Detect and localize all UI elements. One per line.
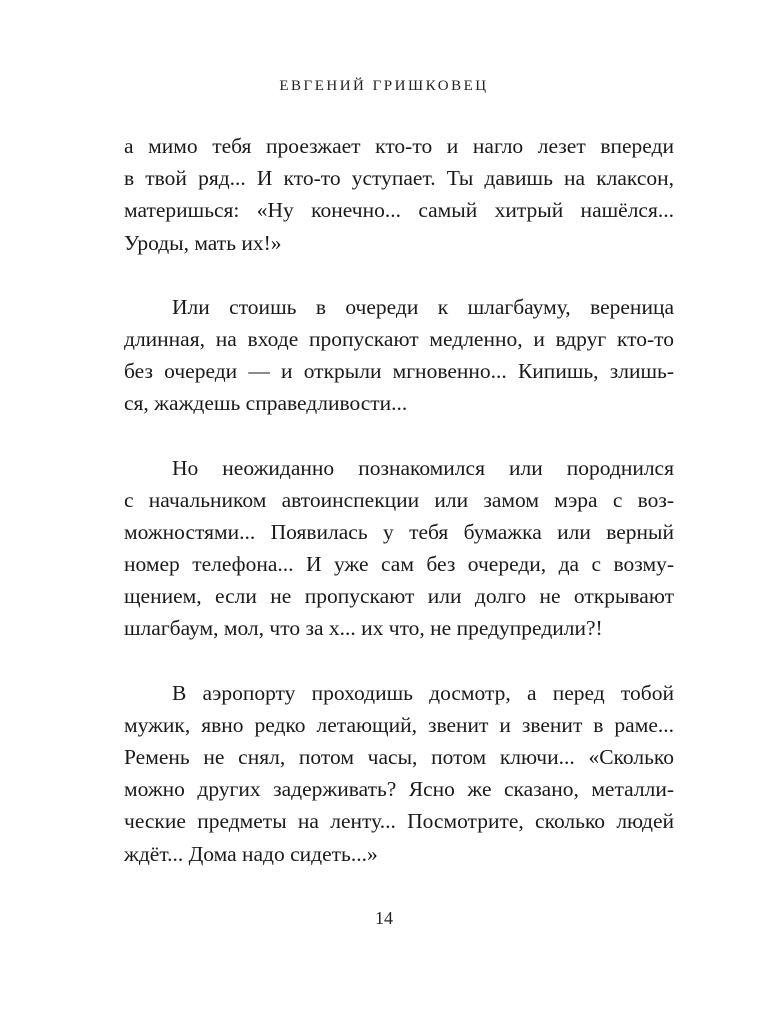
text-line: номер телефона... И уже сам без очереди, да с возму-	[124, 552, 674, 577]
text-line: Ремень не снял, потом часы, потом ключи... «Сколько	[124, 745, 674, 769]
text-line: в твой ряд... И кто-то уступает. Ты давишь на клаксон,	[124, 166, 674, 191]
text-line: мужик, явно редко летающий, звенит и звенит в раме...	[124, 712, 674, 737]
text-line: без очереди — и открыли мгновенно... Кипишь, злишь-	[124, 359, 674, 384]
text-line: Или стоишь в очереди к шлагбауму, вереница	[172, 294, 674, 319]
text-line: длинная, на входе пропускают медленно, и вдруг кто-то	[124, 326, 674, 351]
text-line: а мимо тебя проезжает кто-то и нагло лезет впереди	[124, 134, 674, 158]
body-text	[124, 130, 674, 902]
paragraph-1	[124, 130, 674, 259]
paragraph-2	[124, 291, 674, 420]
paragraph-3	[124, 452, 674, 645]
text-line: В аэропорту проходишь досмотр, а перед тобой	[172, 680, 674, 705]
text-line: можно других задерживать? Ясно же сказано, металли-	[124, 777, 674, 802]
text-line: материшься: «Ну конечно... самый хитрый нашёлся...	[124, 198, 674, 223]
running-head: ЕВГЕНИЙ ГРИШКОВЕЦ	[279, 78, 489, 94]
paragraph-4	[124, 677, 674, 870]
text-line: Уроды, мать их!»	[124, 230, 282, 255]
text-line: ждёт... Дома надо сидеть...»	[124, 841, 378, 866]
text-line: Но неожиданно познакомился или породнился	[172, 455, 674, 480]
text-line: можностями... Появилась у тебя бумажка или верный	[124, 519, 674, 544]
page-number: 14	[375, 908, 393, 928]
text-line: шлагбаум, мол, что за х... их что, не предупредили?!	[124, 616, 603, 641]
text-line: ческие предметы на ленту... Посмотрите, сколько людей	[124, 809, 674, 834]
text-line: ся, жаждешь справедливости...	[124, 391, 408, 416]
text-line: щением, если не пропускают или долго не открывают	[124, 584, 674, 609]
text-line: с начальником автоинспекции или замом мэра с воз-	[124, 487, 674, 512]
